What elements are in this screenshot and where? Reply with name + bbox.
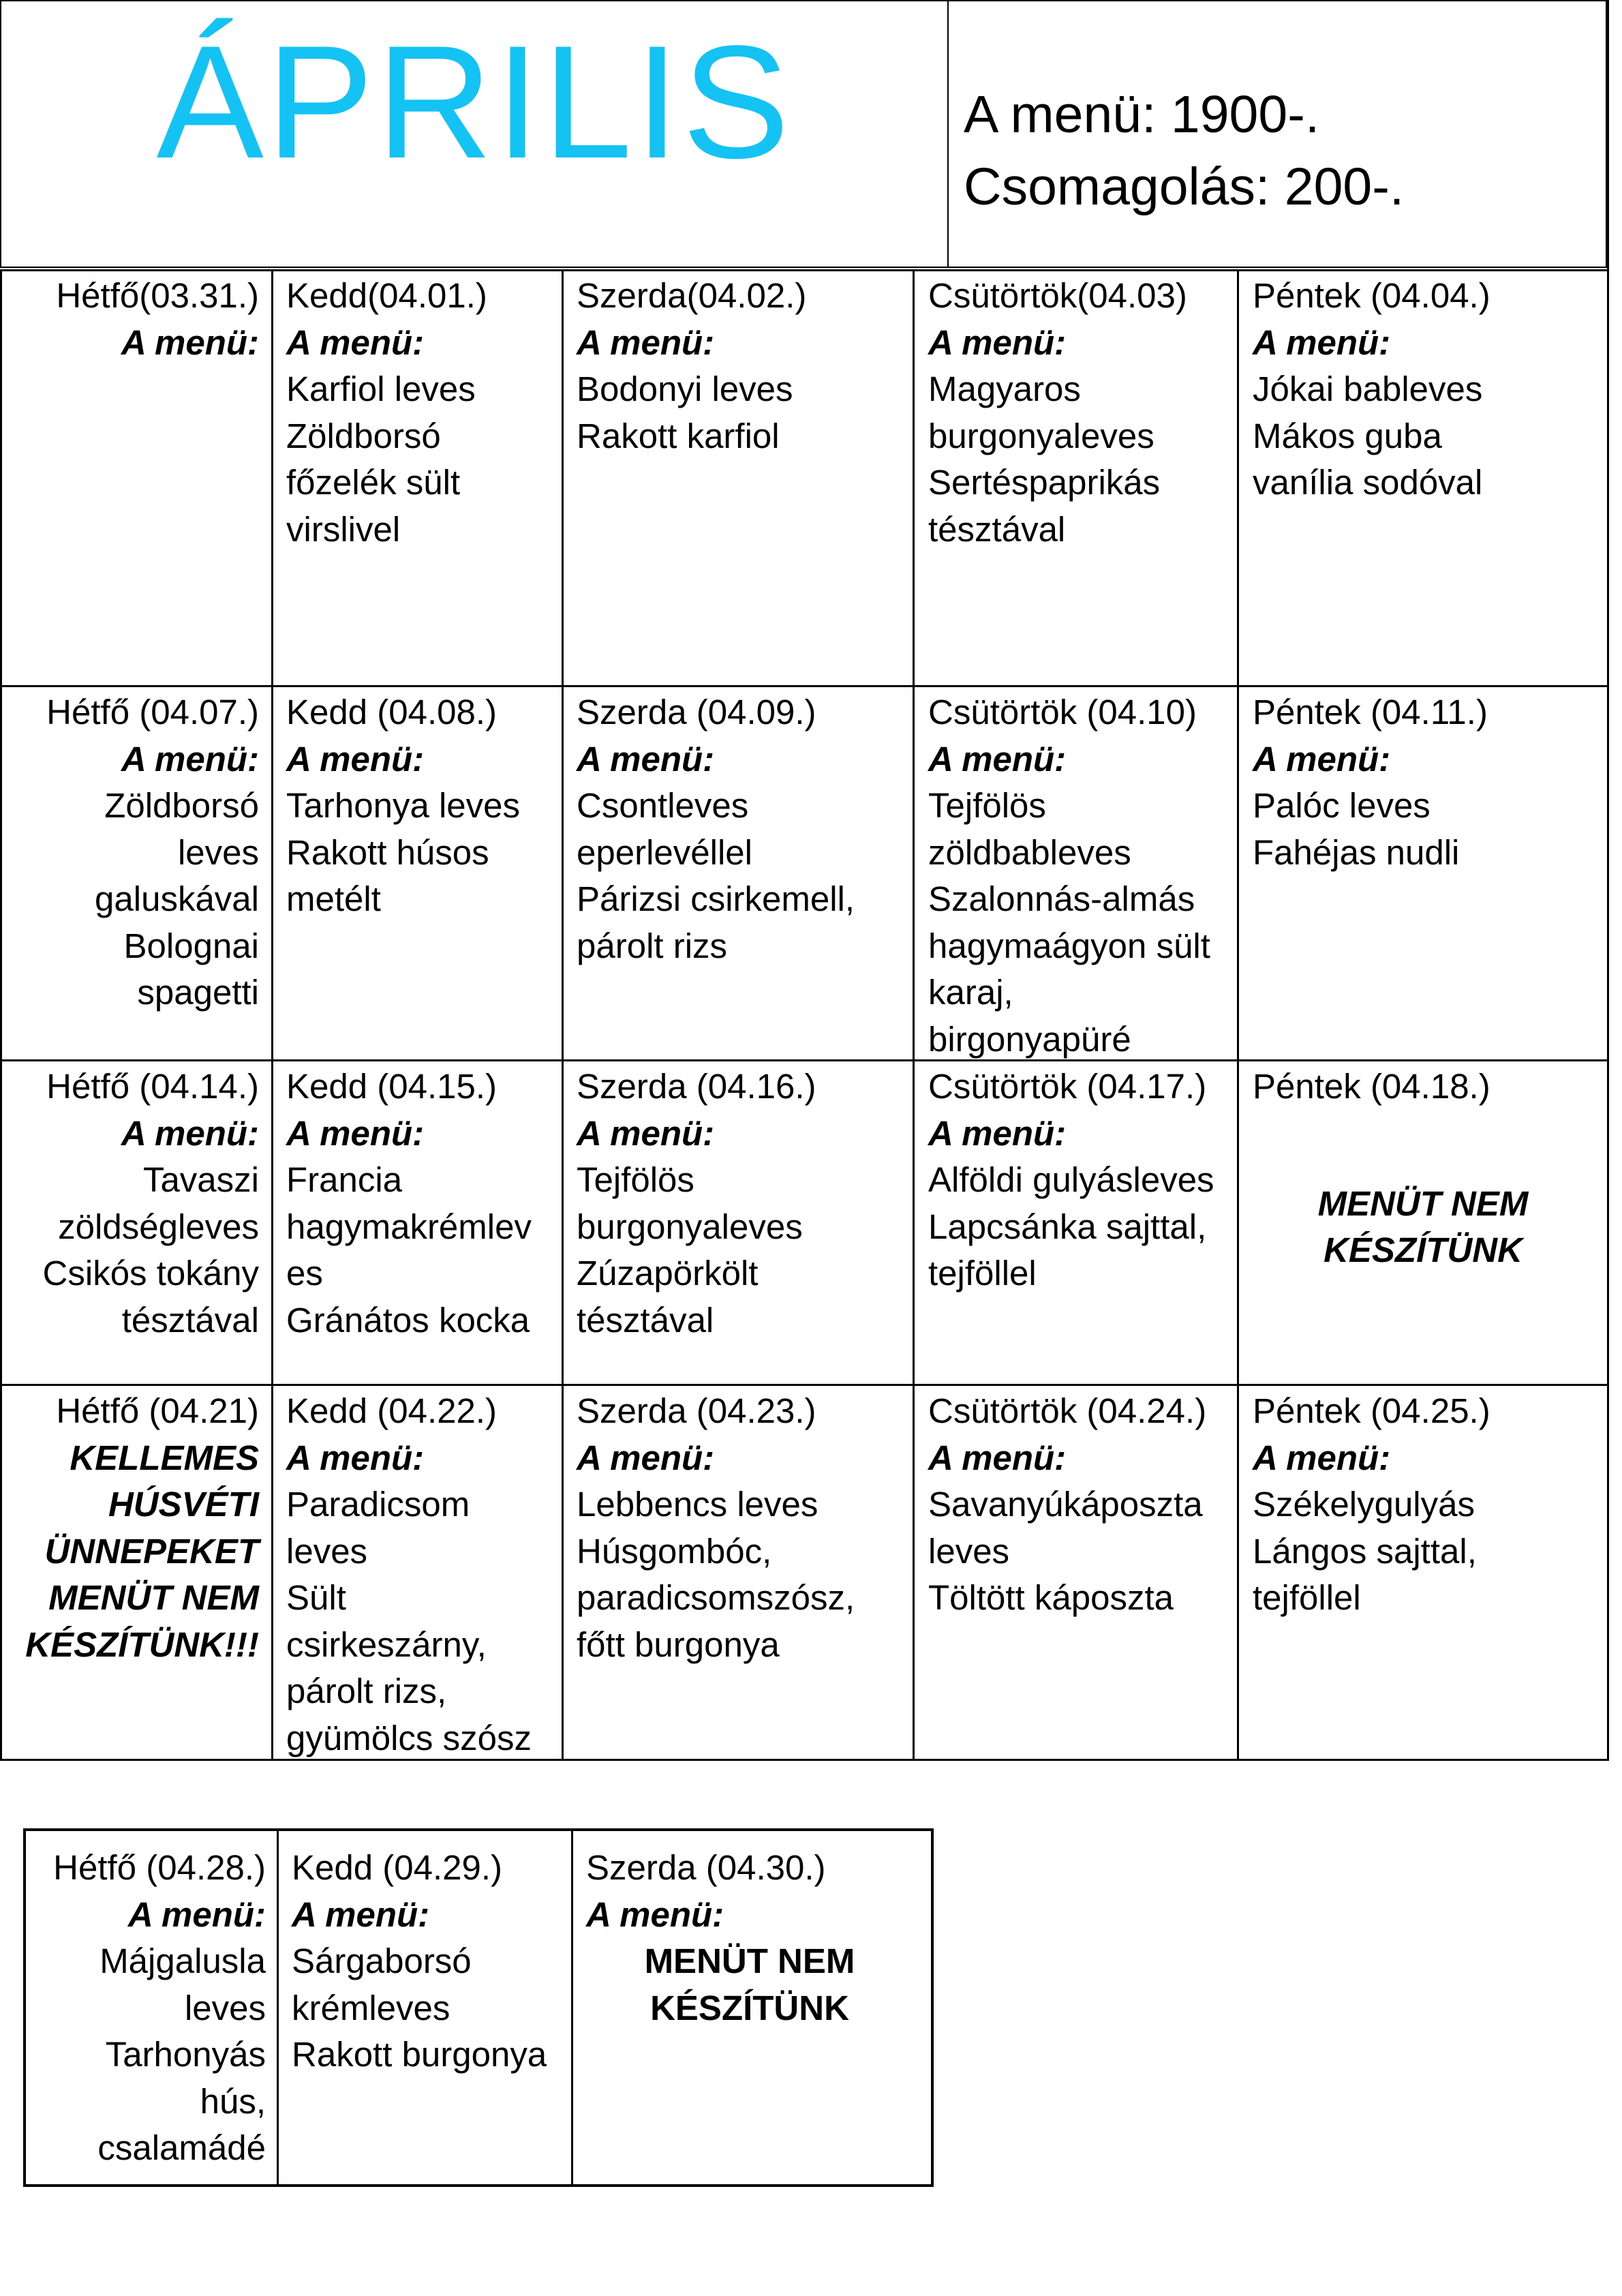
day-label: Kedd (04.08.) bbox=[286, 693, 498, 731]
menu-items: Májgalusla leves Tarhonyás hús, csalamádé bbox=[97, 1942, 266, 2167]
grid-line bbox=[913, 269, 915, 1761]
day-cell-wed-0416 bbox=[577, 1063, 911, 1344]
menu-items: Paradicsom leves Sült csirkeszárny, párolt rizs, gyümölcs szósz bbox=[286, 1485, 532, 1757]
grid-line bbox=[0, 1759, 1608, 1761]
menu-label: A menü: bbox=[121, 1113, 259, 1153]
day-label: Péntek (04.18.) bbox=[1253, 1067, 1490, 1106]
day-label: Hétfő(03.31.) bbox=[56, 276, 259, 315]
menu-label: A menü: bbox=[286, 1113, 425, 1153]
menu-label: A menü: bbox=[286, 322, 425, 362]
day-cell-wed-0409 bbox=[577, 689, 911, 969]
menu-items: Palóc leves Fahéjas nudli bbox=[1253, 786, 1460, 872]
day-label: Hétfő (04.28.) bbox=[53, 1848, 266, 1887]
day-cell-wed-0402 bbox=[577, 273, 911, 459]
grid-line bbox=[0, 269, 1608, 271]
day-label: Szerda (04.23.) bbox=[577, 1391, 816, 1430]
menu-items: Tavaszi zöldségleves Csikós tokány tésztával bbox=[42, 1160, 259, 1340]
grid-line bbox=[1607, 0, 1609, 1761]
day-cell-fri-0425 bbox=[1253, 1388, 1604, 1622]
menu-items: Jókai bableves Mákos guba vanília sodóval bbox=[1253, 369, 1483, 502]
menu-items: Lebbencs leves Húsgombóc, paradicsomszósz, főtt burgonya bbox=[577, 1485, 855, 1664]
menu-label: A menü: bbox=[577, 1113, 715, 1153]
day-label: Kedd (04.22.) bbox=[286, 1391, 498, 1430]
day-cell-tue-0408 bbox=[286, 689, 559, 923]
menu-items: Magyaros burgonyaleves Sertéspaprikás tésztával bbox=[928, 369, 1161, 549]
day-label: Péntek (04.04.) bbox=[1253, 276, 1490, 315]
day-label: Csütörtök (04.17.) bbox=[928, 1067, 1207, 1106]
menu-items: Tejfölös zöldbableves Szalonnás-almás hagymaágyon sült karaj, birgonyapüré bbox=[928, 786, 1210, 1059]
menu-items: Székelygulyás Lángos sajttal, tejföllel bbox=[1253, 1485, 1477, 1617]
day-cell-mon-0407 bbox=[5, 689, 259, 1016]
day-label: Péntek (04.25.) bbox=[1253, 1391, 1490, 1430]
day-label: Hétfő (04.07.) bbox=[46, 693, 259, 731]
day-label: Hétfő (04.14.) bbox=[46, 1067, 259, 1106]
day-label: Szerda (04.09.) bbox=[577, 693, 816, 731]
day-cell-mon-0421 bbox=[5, 1388, 259, 1668]
menu-items: Tarhonya leves Rakott húsos metélt bbox=[286, 786, 521, 918]
grid-line bbox=[271, 269, 273, 1761]
month-title-cell bbox=[0, 0, 947, 268]
day-cell-mon-0428 bbox=[27, 1845, 266, 2172]
menu-items: Sárgaborsó krémleves Rakott burgonya bbox=[292, 1942, 547, 2074]
menu-label: A menü: bbox=[586, 1894, 724, 1934]
day-cell-fri-0411 bbox=[1253, 689, 1604, 876]
day-label: Szerda (04.16.) bbox=[577, 1067, 816, 1106]
day-label: Szerda (04.30.) bbox=[586, 1848, 826, 1887]
day-cell-thu-0417 bbox=[928, 1063, 1235, 1297]
menu-label: A menü: bbox=[286, 739, 425, 779]
day-cell-thu-0424 bbox=[928, 1388, 1235, 1622]
grid-line bbox=[571, 1828, 573, 2187]
menu-label: A menü: bbox=[1253, 739, 1391, 779]
menu-items: Tejfölös burgonyaleves Zúzapörkölt tésztával bbox=[577, 1160, 803, 1340]
grid-line bbox=[0, 685, 1608, 687]
day-cell-tue-0401 bbox=[286, 273, 559, 553]
menu-label: A menü: bbox=[286, 1438, 425, 1477]
menu-label: A menü: bbox=[577, 322, 715, 362]
menu-items: Zöldborsó leves galuskával Bolognai spagetti bbox=[95, 786, 259, 1012]
day-label: Csütörtök (04.10) bbox=[928, 693, 1197, 731]
menu-label: A menü: bbox=[928, 1438, 1067, 1477]
menu-items: Csontleves eperlevéllel Párizsi csirkemell, párolt rizs bbox=[577, 786, 855, 965]
no-menu-notice: MENÜT NEM KÉSZÍTÜNK bbox=[1317, 1183, 1529, 1269]
menu-label: A menü: bbox=[577, 1438, 715, 1477]
grid-line bbox=[0, 269, 2, 1761]
day-label: Kedd(04.01.) bbox=[286, 276, 487, 315]
menu-label: A menü: bbox=[127, 1894, 266, 1934]
menu-label: A menü: bbox=[1253, 1438, 1391, 1477]
header bbox=[0, 0, 1622, 269]
day-label: Péntek (04.11.) bbox=[1253, 693, 1488, 731]
packaging-price: Csomagolás: 200-. bbox=[964, 157, 1405, 216]
menu-items: Francia hagymakrémlev es Gránátos kocka bbox=[286, 1160, 532, 1340]
no-menu-notice: MENÜT NEM KÉSZÍTÜNK bbox=[644, 1942, 855, 2027]
day-cell-tue-0415 bbox=[286, 1063, 559, 1344]
day-cell-tue-0422 bbox=[286, 1388, 559, 1762]
menu-label: A menü: bbox=[928, 1113, 1067, 1153]
menu-label: A menü: bbox=[292, 1894, 430, 1934]
day-label: Hétfő (04.21) bbox=[56, 1391, 259, 1430]
day-label: Kedd (04.15.) bbox=[286, 1067, 498, 1106]
menu-label: A menü: bbox=[121, 322, 259, 362]
grid-line bbox=[0, 1059, 1608, 1061]
menu-label: A menü: bbox=[928, 322, 1067, 362]
grid-line bbox=[0, 1384, 1608, 1386]
price-cell bbox=[947, 0, 1607, 268]
day-label: Csütörtök (04.24.) bbox=[928, 1391, 1207, 1430]
day-cell-wed-0430 bbox=[586, 1845, 927, 2031]
month-title: ÁPRILIS bbox=[156, 12, 793, 192]
menu-price: A menü: 1900-. bbox=[964, 85, 1320, 144]
menu-items: Karfiol leves Zöldborsó főzelék sült virslivel bbox=[286, 369, 476, 549]
day-cell-thu-0410 bbox=[928, 689, 1235, 1063]
day-cell-fri-0404 bbox=[1253, 273, 1604, 507]
menu-label: A menü: bbox=[1253, 322, 1391, 362]
day-label: Kedd (04.29.) bbox=[292, 1848, 503, 1887]
menu-items: Bodonyi leves Rakott karfiol bbox=[577, 369, 793, 455]
day-cell-thu-0403 bbox=[928, 273, 1235, 553]
day-cell-fri-0418 bbox=[1253, 1063, 1604, 1274]
menu-items: Savanyúkáposzta leves Töltött káposzta bbox=[928, 1485, 1203, 1617]
day-label: Szerda(04.02.) bbox=[577, 276, 807, 315]
day-cell-mon-0414 bbox=[5, 1063, 259, 1344]
day-cell-mon-0331 bbox=[5, 273, 259, 366]
menu-label: A menü: bbox=[928, 739, 1067, 779]
day-label: Csütörtök(04.03) bbox=[928, 276, 1187, 315]
day-cell-tue-0429 bbox=[292, 1845, 568, 2079]
holiday-notice: KELLEMES HÚSVÉTI ÜNNEPEKET MENÜT NEM KÉSZÍTÜNK!!! bbox=[25, 1438, 259, 1664]
grid-line bbox=[277, 1828, 279, 2187]
menu-items: Alföldi gulyásleves Lapcsánka sajttal, tejföllel bbox=[928, 1160, 1214, 1293]
menu-label: A menü: bbox=[577, 739, 715, 779]
menu-label: A menü: bbox=[121, 739, 259, 779]
day-cell-wed-0423 bbox=[577, 1388, 911, 1668]
grid-line bbox=[1237, 269, 1239, 1761]
grid-line bbox=[562, 269, 564, 1761]
